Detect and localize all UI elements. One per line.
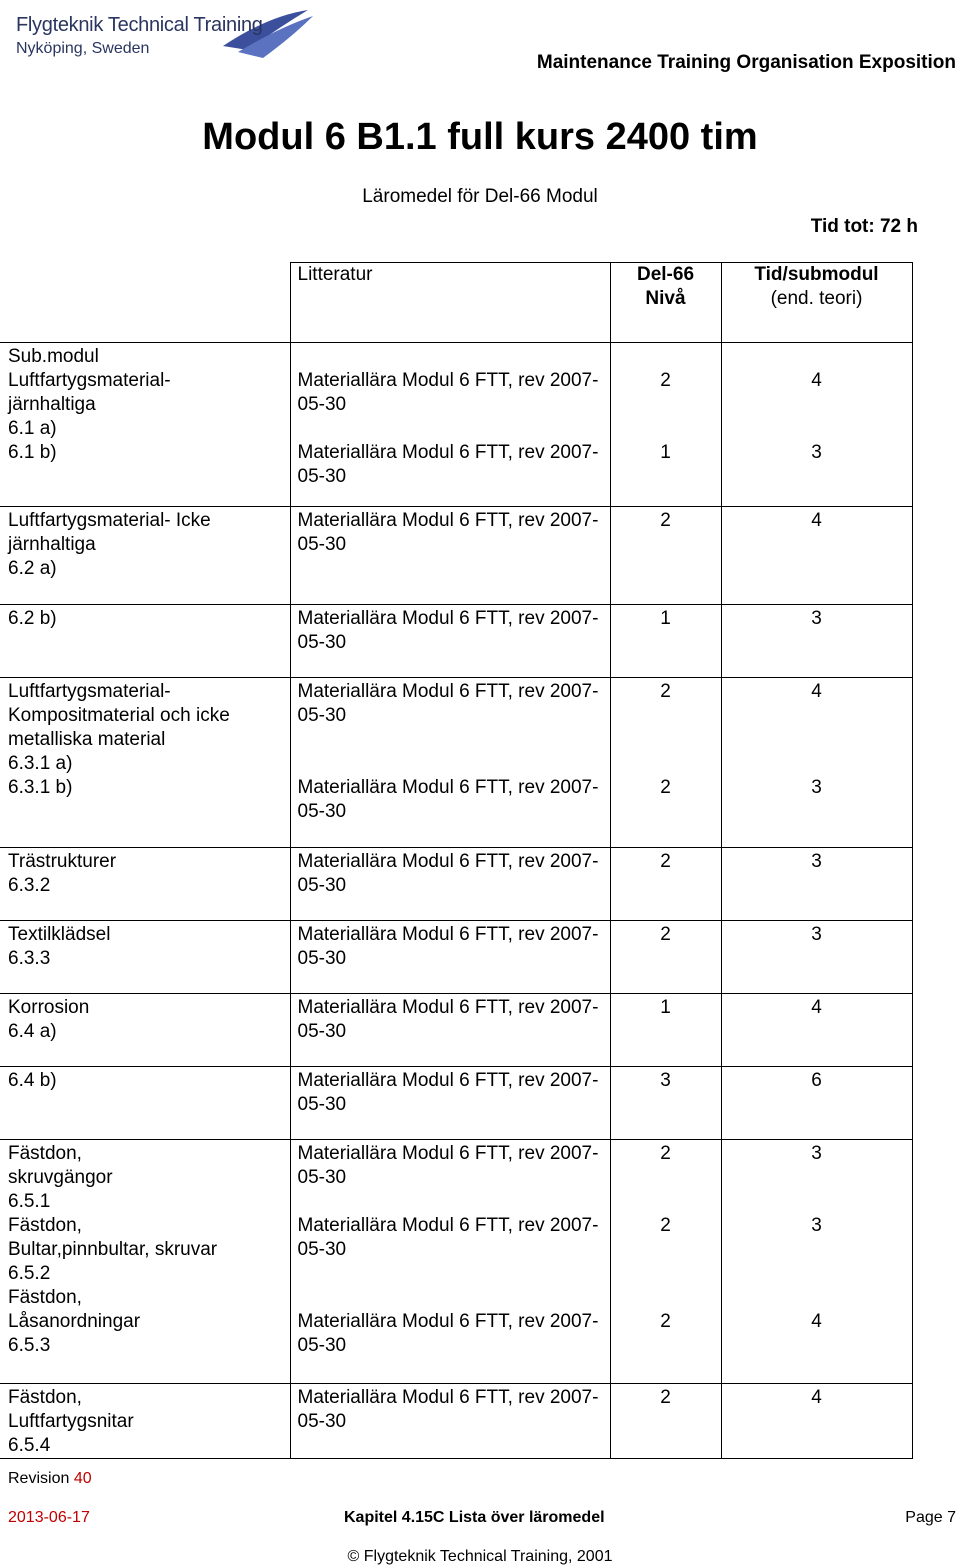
level-value: 2 — [660, 1387, 671, 1408]
footer-chapter: Kapitel 4.15C Lista över läromedel — [344, 1509, 605, 1526]
submodule-line: Textilklädsel — [8, 924, 111, 945]
literature-cell — [290, 605, 610, 678]
level-value: 3 — [660, 1070, 671, 1091]
literature-entry — [298, 996, 610, 1044]
literature-cell — [290, 1384, 610, 1459]
submodule-line: Luftfartygsnitar — [8, 1411, 134, 1432]
literature-line: Materiallära Modul 6 FTT, rev 2007- — [297, 924, 599, 945]
level-value: 2 — [660, 1215, 671, 1236]
submodule-line: Kompositmaterial och icke — [8, 705, 230, 726]
level-cell — [610, 1067, 721, 1140]
submodule-line: 6.3.3 — [8, 948, 51, 969]
level-value: 2 — [660, 851, 671, 872]
logo-subtitle: Nyköping, Sweden — [16, 40, 150, 57]
submodule-cell — [0, 678, 290, 848]
submodule-line: 6.1 a) — [8, 418, 57, 439]
submodule-entry — [8, 1069, 290, 1093]
level-value: 2 — [660, 924, 671, 945]
submodule-line: Fästdon, — [8, 1143, 82, 1164]
table-header-row — [0, 263, 912, 343]
level-cell — [610, 678, 721, 848]
submodule-entry — [8, 680, 290, 776]
literature-line: 05-30 — [297, 534, 347, 555]
literature-line: Materiallära Modul 6 FTT, rev 2007- — [297, 608, 599, 629]
level-value: 1 — [660, 608, 671, 629]
level-cell — [610, 994, 721, 1067]
time-value: 3 — [811, 777, 822, 798]
header-time: Tid/submodul (end. teori) — [721, 263, 912, 343]
table-row — [0, 921, 912, 994]
submodule-cell — [0, 343, 290, 507]
submodule-line: Låsanordningar — [8, 1311, 141, 1332]
header-level: Del-66 Nivå — [610, 263, 721, 343]
literature-line: Materiallära Modul 6 FTT, rev 2007- — [297, 1387, 599, 1408]
table-row — [0, 1067, 912, 1140]
level-value: 2 — [660, 777, 671, 798]
document-subtitle: Läromedel för Del-66 Modul — [362, 186, 598, 207]
submodule-line: Korrosion — [8, 997, 90, 1018]
submodule-line: 6.5.4 — [8, 1435, 51, 1456]
submodule-entry — [8, 923, 290, 971]
time-value: 3 — [811, 1143, 822, 1164]
level-cell — [610, 1140, 721, 1384]
time-value: 3 — [811, 608, 822, 629]
literature-line: 05-30 — [297, 394, 347, 415]
time-value: 4 — [811, 997, 822, 1018]
submodule-line: Luftfartygsmaterial- — [8, 370, 171, 391]
submodule-entry — [8, 996, 290, 1044]
literature-line: 05-30 — [297, 1021, 347, 1042]
submodule-line: 6.4 b) — [8, 1070, 57, 1091]
literature-line: Materiallära Modul 6 FTT, rev 2007- — [297, 510, 599, 531]
literature-line: Materiallära Modul 6 FTT, rev 2007- — [297, 442, 599, 463]
time-cell — [721, 1140, 912, 1384]
literature-line: 05-30 — [297, 1094, 347, 1115]
submodule-cell — [0, 921, 290, 994]
time-value: 4 — [811, 1311, 822, 1332]
literature-line: 05-30 — [297, 1411, 347, 1432]
literature-cell — [290, 1140, 610, 1384]
literature-line: Materiallära Modul 6 FTT, rev 2007- — [297, 681, 599, 702]
literature-entry — [298, 850, 610, 898]
literature-line: Materiallära Modul 6 FTT, rev 2007- — [297, 1215, 599, 1236]
literature-entry — [298, 680, 610, 728]
time-value: 3 — [811, 851, 822, 872]
literature-cell — [290, 921, 610, 994]
submodule-entry — [8, 607, 290, 631]
submodule-line: Trästrukturer — [8, 851, 117, 872]
table-row — [0, 605, 912, 678]
literature-entry — [298, 1214, 610, 1262]
submodule-entry — [8, 776, 290, 800]
literature-entry — [298, 776, 610, 824]
literature-entry — [298, 607, 610, 655]
level-value: 2 — [660, 681, 671, 702]
literature-entry — [298, 441, 610, 489]
literature-entry — [298, 509, 610, 557]
table-row — [0, 848, 912, 921]
submodule-header: Sub.modul — [8, 346, 99, 367]
time-value: 3 — [811, 1215, 822, 1236]
time-cell — [721, 343, 912, 507]
level-value: 1 — [660, 997, 671, 1018]
literature-line: Materiallära Modul 6 FTT, rev 2007- — [297, 1070, 599, 1091]
table-row — [0, 1384, 912, 1459]
literature-cell — [290, 994, 610, 1067]
time-value: 3 — [811, 442, 822, 463]
submodule-line: Luftfartygsmaterial- — [8, 681, 171, 702]
level-value: 2 — [660, 510, 671, 531]
literature-entry — [298, 369, 610, 417]
submodule-line: 6.2 b) — [8, 608, 57, 629]
level-cell — [610, 1384, 721, 1459]
literature-line: Materiallära Modul 6 FTT, rev 2007- — [297, 997, 599, 1018]
table-row — [0, 343, 912, 507]
logo-title: Flygteknik Technical Training — [16, 14, 263, 36]
literature-cell — [290, 678, 610, 848]
submodule-line: 6.3.1 b) — [8, 777, 73, 798]
submodule-cell — [0, 848, 290, 921]
submodule-line: järnhaltiga — [8, 534, 96, 555]
header-literature: Litteratur — [290, 263, 610, 343]
submodule-entry — [8, 1386, 290, 1458]
table-row — [0, 678, 912, 848]
submodule-line: järnhaltiga — [8, 394, 96, 415]
submodule-entry — [8, 1142, 290, 1214]
level-value: 2 — [660, 1143, 671, 1164]
submodule-line: Luftfartygsmaterial- Icke — [8, 510, 211, 531]
literature-line: Materiallära Modul 6 FTT, rev 2007- — [297, 1143, 599, 1164]
literature-line: 05-30 — [297, 948, 347, 969]
submodule-cell — [0, 1384, 290, 1459]
footer-copyright: © Flygteknik Technical Training, 2001 — [347, 1548, 613, 1565]
time-value: 4 — [811, 510, 822, 531]
literature-entry — [298, 1386, 610, 1434]
literature-entry — [298, 923, 610, 971]
literature-line: 05-30 — [297, 875, 347, 896]
table-row — [0, 1140, 912, 1384]
level-cell — [610, 605, 721, 678]
submodule-cell — [0, 1140, 290, 1384]
literature-entry — [298, 1310, 610, 1358]
submodule-entry — [8, 509, 290, 581]
level-cell — [610, 343, 721, 507]
submodule-entry — [8, 1286, 290, 1358]
submodule-line: 6.1 b) — [8, 442, 57, 463]
time-value: 3 — [811, 924, 822, 945]
level-value: 2 — [660, 370, 671, 391]
submodule-line: skruvgängor — [8, 1167, 113, 1188]
organisation-name: Maintenance Training Organisation Exposition — [536, 52, 956, 73]
level-cell — [610, 848, 721, 921]
literature-table — [0, 262, 913, 1459]
time-cell — [721, 507, 912, 605]
literature-line: 05-30 — [297, 466, 347, 487]
submodule-cell — [0, 507, 290, 605]
level-value: 1 — [660, 442, 671, 463]
submodule-line: 6.4 a) — [8, 1021, 57, 1042]
time-cell — [721, 1067, 912, 1140]
literature-line: Materiallära Modul 6 FTT, rev 2007- — [297, 1311, 599, 1332]
submodule-line: 6.3.2 — [8, 875, 51, 896]
literature-line: 05-30 — [297, 632, 347, 653]
submodule-line: Fästdon, — [8, 1287, 82, 1308]
literature-line: 05-30 — [297, 1335, 347, 1356]
submodule-entry — [8, 441, 290, 465]
level-cell — [610, 507, 721, 605]
submodule-entry — [8, 369, 290, 441]
total-time: Tid tot: 72 h — [810, 216, 918, 237]
submodule-line: 6.2 a) — [8, 558, 57, 579]
level-cell — [610, 921, 721, 994]
literature-cell — [290, 507, 610, 605]
literature-line: 05-30 — [297, 1167, 347, 1188]
table-row — [0, 507, 912, 605]
submodule-line: 6.5.2 — [8, 1263, 51, 1284]
footer-page: Page 7 — [905, 1509, 956, 1526]
time-value: 4 — [811, 681, 822, 702]
document-title: Modul 6 B1.1 full kurs 2400 tim — [202, 116, 758, 158]
time-cell — [721, 1384, 912, 1459]
time-cell — [721, 678, 912, 848]
literature-line: 05-30 — [297, 705, 347, 726]
time-value: 6 — [811, 1070, 822, 1091]
time-cell — [721, 848, 912, 921]
submodule-line: metalliska material — [8, 729, 166, 750]
submodule-entry — [8, 1214, 290, 1286]
literature-line: Materiallära Modul 6 FTT, rev 2007- — [297, 370, 599, 391]
revision: Revision 40 — [8, 1470, 92, 1487]
time-cell — [721, 921, 912, 994]
literature-entry — [298, 1069, 610, 1117]
literature-line: 05-30 — [297, 1239, 347, 1260]
submodule-cell — [0, 994, 290, 1067]
submodule-line: 6.3.1 a) — [8, 753, 73, 774]
literature-entry — [298, 1142, 610, 1190]
level-value: 2 — [660, 1311, 671, 1332]
submodule-line: Bultar,pinnbultar, skruvar — [8, 1239, 218, 1260]
literature-cell — [290, 848, 610, 921]
submodule-line: Fästdon, — [8, 1387, 82, 1408]
table-row — [0, 994, 912, 1067]
footer-date: 2013-06-17 — [8, 1509, 90, 1526]
literature-line: 05-30 — [297, 801, 347, 822]
time-value: 4 — [811, 370, 822, 391]
time-value: 4 — [811, 1387, 822, 1408]
literature-cell — [290, 1067, 610, 1140]
submodule-line: 6.5.1 — [8, 1191, 51, 1212]
submodule-line: 6.5.3 — [8, 1335, 51, 1356]
submodule-line: Fästdon, — [8, 1215, 82, 1236]
literature-cell — [290, 343, 610, 507]
time-cell — [721, 994, 912, 1067]
literature-line: Materiallära Modul 6 FTT, rev 2007- — [297, 851, 599, 872]
submodule-cell — [0, 1067, 290, 1140]
literature-line: Materiallära Modul 6 FTT, rev 2007- — [297, 777, 599, 798]
time-cell — [721, 605, 912, 678]
submodule-entry — [8, 850, 290, 898]
submodule-cell — [0, 605, 290, 678]
